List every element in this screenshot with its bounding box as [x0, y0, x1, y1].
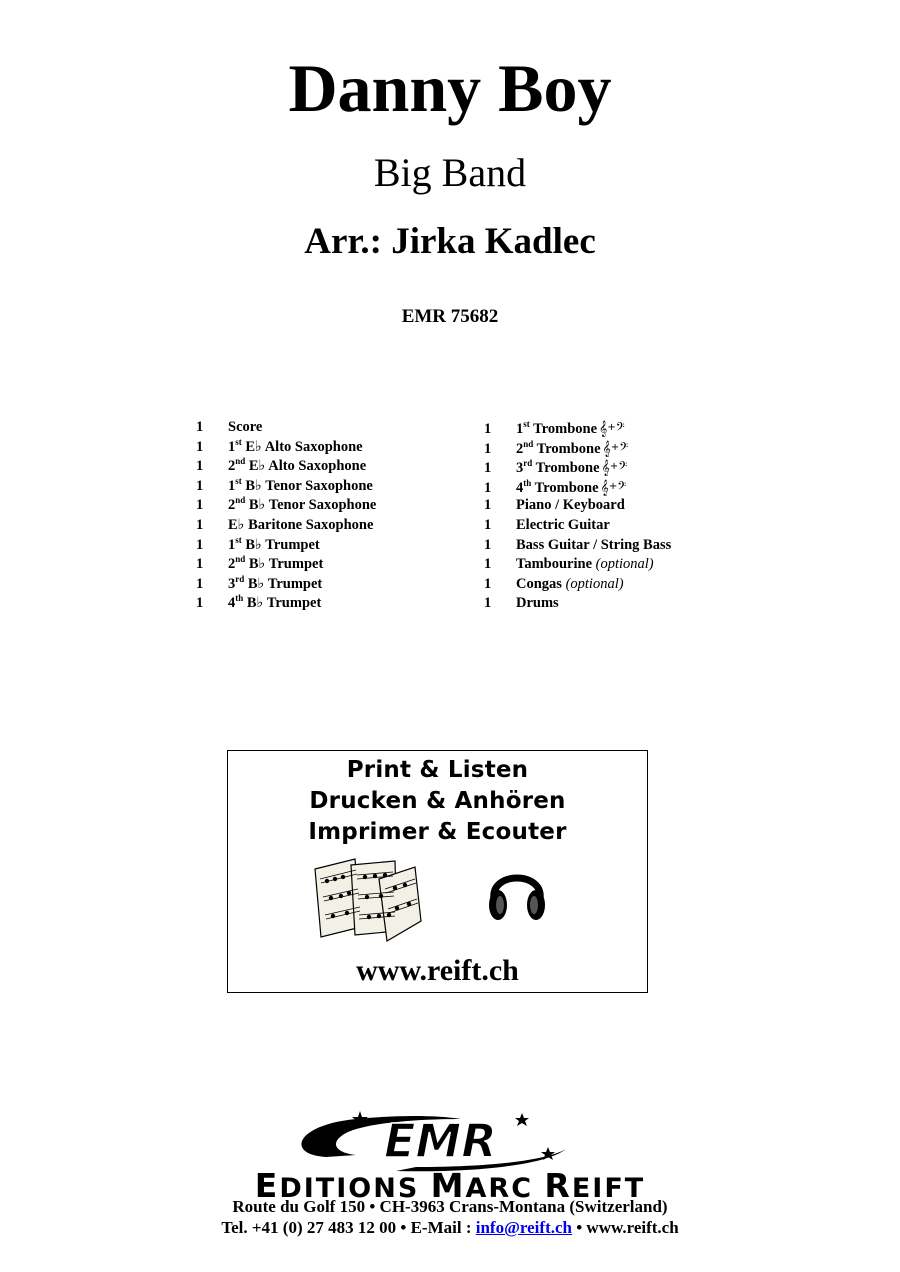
part-name-text: Electric Guitar [516, 516, 610, 533]
emr-logo [246, 1105, 656, 1175]
part-name-text: 4 [228, 595, 236, 612]
part-quantity: 1 [484, 595, 492, 612]
part-ordinal-suffix: st [235, 436, 242, 447]
part-key: B♭ [241, 536, 262, 553]
ensemble-subtitle: Big Band [373, 150, 527, 195]
email-link[interactable]: info@reift.ch [475, 1218, 572, 1237]
part-name-text: 2 [516, 440, 524, 457]
part-name-text: 2 [228, 497, 236, 514]
part-name-text: 3 [228, 575, 236, 592]
part-row [196, 496, 376, 516]
part-instrument: Trumpet [265, 556, 324, 573]
part-row [484, 516, 671, 536]
clef-icons [601, 477, 627, 499]
part-row [196, 438, 376, 458]
part-instrument: Trombone [533, 440, 601, 457]
part-instrument: Tenor Saxophone [265, 497, 377, 514]
part-quantity: 1 [484, 421, 492, 437]
part-key: B♭ [245, 497, 266, 514]
part-row [196, 477, 376, 497]
publisher-initial: M [430, 1166, 466, 1205]
part-optional-note: (optional) [595, 556, 654, 573]
part-name [228, 555, 323, 575]
part-name [516, 496, 625, 516]
publisher-initial: R [544, 1166, 572, 1205]
part-ordinal-suffix: th [235, 593, 244, 604]
part-ordinal-suffix: st [523, 419, 530, 430]
part-row [196, 457, 376, 477]
part-quantity: 1 [196, 497, 204, 514]
part-row [196, 575, 376, 595]
publisher-word: DITIONS [279, 1173, 431, 1204]
part-key: B♭ [241, 477, 262, 494]
part-instrument: Trumpet [261, 536, 320, 553]
clef-plus-sign: + [609, 461, 619, 473]
part-ordinal-suffix: st [235, 534, 242, 545]
part-quantity: 1 [196, 419, 204, 435]
promo-line-german: Drucken & Anhören [309, 788, 566, 814]
publisher-word: EIFT [571, 1173, 646, 1204]
part-name-text: Piano / Keyboard [516, 497, 625, 514]
part-optional-note: (optional) [565, 575, 624, 592]
part-ordinal-suffix: nd [235, 495, 246, 506]
part-name [516, 516, 610, 536]
parts-list-left [196, 418, 376, 614]
publisher-address: Route du Golf 150 • CH-3963 Crans-Montana (Switzerland) [232, 1197, 668, 1216]
publisher-word: ARC [465, 1173, 545, 1204]
part-quantity: 1 [196, 536, 204, 553]
part-name-text: 4 [516, 479, 524, 496]
part-name-text: 1 [228, 477, 236, 494]
part-quantity: 1 [484, 536, 492, 553]
part-instrument: Trombone [531, 479, 599, 496]
part-quantity: 1 [196, 556, 204, 573]
part-instrument: Trumpet [264, 575, 323, 592]
publisher-initial: E [254, 1166, 280, 1205]
contact-website: • www.reift.ch [571, 1218, 679, 1237]
part-instrument: Alto Saxophone [265, 458, 367, 475]
part-row [196, 594, 376, 614]
part-name-text: Drums [516, 595, 559, 612]
catalog-number: EMR 75682 [401, 306, 499, 327]
print-listen-box [227, 750, 648, 993]
part-name [228, 516, 373, 536]
clef-icons [602, 457, 628, 479]
part-instrument: Trombone [532, 460, 600, 477]
part-row [484, 496, 671, 516]
part-name-text: Congas [516, 575, 562, 592]
part-name-text: 1 [228, 438, 236, 455]
part-key: B♭ [245, 556, 266, 573]
part-row [196, 516, 376, 536]
part-row [196, 536, 376, 556]
part-quantity: 1 [196, 595, 204, 612]
clef-plus-sign: + [610, 441, 620, 453]
part-row [484, 575, 671, 595]
bass-clef-icon: 𝄢 [617, 479, 627, 496]
part-quantity: 1 [196, 477, 204, 494]
part-key: B♭ [243, 595, 264, 612]
piece-title: Danny Boy [288, 50, 612, 126]
part-row [484, 594, 671, 614]
part-ordinal-suffix: rd [523, 458, 533, 469]
part-row [196, 555, 376, 575]
part-name-text: 2 [228, 556, 236, 573]
part-name [228, 496, 376, 516]
part-name [228, 477, 373, 497]
bass-clef-icon: 𝄢 [615, 421, 625, 437]
bass-clef-icon: 𝄢 [619, 440, 629, 457]
part-row [484, 418, 671, 438]
part-name [228, 575, 322, 595]
part-name [516, 555, 654, 575]
bass-clef-icon: 𝄢 [618, 460, 628, 477]
part-ordinal-suffix: nd [523, 438, 534, 449]
part-instrument: Trumpet [263, 595, 322, 612]
part-name-text: 2 [228, 458, 236, 475]
part-instrument: Alto Saxophone [261, 438, 363, 455]
part-quantity: 1 [196, 438, 204, 455]
part-quantity: 1 [484, 460, 492, 477]
part-row [484, 457, 671, 477]
part-quantity: 1 [484, 575, 492, 592]
part-key: E♭ [241, 438, 262, 455]
part-name-text: 1 [516, 421, 524, 437]
part-ordinal-suffix: rd [235, 573, 245, 584]
clef-plus-sign: + [607, 422, 616, 433]
contact-phone: Tel. +41 (0) 27 483 12 00 • E-Mail : [221, 1218, 476, 1237]
clef-icons [603, 438, 629, 460]
clef-icons [599, 418, 625, 440]
sheet-music-icon [311, 857, 423, 943]
part-name-text: Tambourine [516, 556, 593, 573]
part-quantity: 1 [484, 497, 492, 514]
treble-clef-icon: 𝄞 [601, 460, 610, 477]
part-name-text: 3 [516, 460, 524, 477]
part-name-text: Score [228, 419, 263, 435]
part-quantity: 1 [484, 440, 492, 457]
part-name [516, 536, 671, 556]
part-name [516, 575, 624, 595]
part-instrument: Trombone [529, 421, 598, 437]
treble-clef-icon: 𝄞 [600, 479, 609, 496]
part-instrument: Baritone Saxophone [244, 516, 374, 533]
part-quantity: 1 [484, 556, 492, 573]
part-name [228, 536, 320, 556]
part-row [484, 555, 671, 575]
part-row [484, 438, 671, 458]
svg-text:EMR: EMR [384, 1114, 497, 1168]
part-name [516, 594, 559, 614]
part-key: B♭ [244, 575, 265, 592]
part-ordinal-suffix: st [235, 475, 242, 486]
part-quantity: 1 [196, 516, 204, 533]
part-quantity: 1 [196, 458, 204, 475]
part-name-text: Bass Guitar / String Bass [516, 536, 672, 553]
promo-line-english: Print & Listen [346, 757, 529, 783]
part-name [228, 438, 363, 458]
part-ordinal-suffix: th [523, 477, 532, 488]
part-instrument: Tenor Saxophone [261, 477, 373, 494]
clef-plus-sign: + [608, 480, 618, 492]
part-ordinal-suffix: nd [235, 554, 246, 565]
part-name [228, 457, 366, 477]
part-quantity: 1 [484, 479, 492, 496]
promo-website-link[interactable]: www.reift.ch [356, 954, 519, 987]
part-row [484, 536, 671, 556]
headphones-icon [486, 859, 548, 925]
part-quantity: 1 [196, 575, 204, 592]
part-key: E♭ [228, 516, 245, 533]
part-quantity: 1 [484, 516, 492, 533]
publisher-contact [0, 1218, 900, 1238]
part-name [228, 594, 321, 614]
promo-line-french: Imprimer & Ecouter [308, 819, 567, 845]
part-key: E♭ [245, 458, 266, 475]
treble-clef-icon: 𝄞 [602, 440, 611, 457]
part-name [228, 418, 262, 438]
part-row [196, 418, 376, 438]
part-ordinal-suffix: nd [235, 456, 246, 467]
arranger-credit: Arr.: Jirka Kadlec [304, 221, 596, 262]
treble-clef-icon: 𝄞 [599, 421, 608, 437]
part-name-text: 1 [228, 536, 236, 553]
parts-list-right [484, 418, 671, 614]
part-row [484, 477, 671, 497]
